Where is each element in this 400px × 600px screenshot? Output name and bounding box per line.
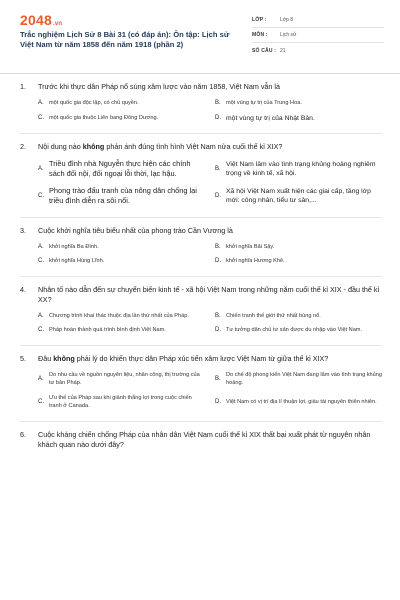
question-text-emphasis: không (82, 141, 105, 151)
option-text: Xã hội Việt Nam xuất hiện các giai cấp, tầng lớp mới: công nhân, tiểu tư sản,... (226, 188, 371, 204)
question-text (38, 142, 382, 152)
option-letter: C. (38, 399, 44, 405)
option-text: một vùng tự trị của Trung Hoa. (226, 100, 302, 106)
question-number: 3. (20, 225, 26, 235)
meta-row-subject (252, 28, 384, 43)
question-text-suffix: phải lý do khiến thực dân Pháp xúc tiến xâm lược Việt Nam từ giữa thế kỉ XIX? (74, 353, 329, 363)
option-text: một quốc gia thuộc Liên bang Đông Dương. (49, 114, 159, 121)
meta-value: Lớp 8 (280, 17, 294, 23)
option-text: Pháp hoàn thành quá trình bình định Việt Nam. (49, 327, 166, 333)
option-text: một vùng tự trị của Nhật Bản. (226, 114, 315, 122)
question-text-prefix: Cuộc khởi nghĩa tiêu biểu nhất của phong trào Cần Vương là (38, 225, 233, 235)
option-text: Chương trình khai thác thuộc địa lần thứ nhất của Pháp. (49, 312, 189, 319)
question (20, 218, 382, 277)
option-text: Do nhu cầu về nguồn nguyên liệu, nhân công, thị trường của tư bản Pháp. (49, 371, 200, 386)
question-number: 2. (20, 141, 26, 151)
option-letter: A. (38, 166, 44, 172)
option-text: khởi nghĩa Bãi Sậy. (226, 243, 275, 250)
option-letter: C. (38, 115, 44, 121)
logo-suffix: .vn (52, 21, 63, 27)
answer-option[interactable] (215, 394, 382, 411)
option-letter: D. (215, 115, 221, 121)
answer-option[interactable] (215, 186, 382, 207)
question-title (20, 354, 382, 364)
question (20, 346, 382, 422)
option-letter: B. (215, 376, 221, 382)
option-text: Ưu thế của Pháp sau khi giành thắng lợi trong cuộc chiến tranh ở Canada. (49, 394, 192, 409)
question-number: 4. (20, 284, 26, 294)
answer-option[interactable] (38, 326, 205, 335)
answer-option[interactable] (215, 312, 382, 321)
option-letter: D. (215, 193, 221, 199)
option-text: Phong trào đấu tranh của nông dân chống lại triều đình diễn ra sôi nổi. (49, 185, 197, 205)
answer-option[interactable] (38, 243, 205, 252)
option-letter: B. (215, 243, 221, 250)
page-title: Trắc nghiệm Lịch Sử 8 Bài 31 (có đáp án): Ôn tập: Lịch sử Việt Nam từ năm 1858 đến năm 1918 (phần 2) (20, 30, 230, 49)
question-text (38, 226, 382, 236)
option-text: Do chế độ phong kiến Việt Nam đang lâm vào tình trạng khủng hoảng. (226, 371, 383, 386)
option-letter: C. (38, 193, 44, 199)
question-text (38, 82, 382, 92)
option-text: Việt Nam có vị trí địa lí thuận lợi, giàu tài nguyên thiên nhiên. (226, 398, 377, 405)
answer-option[interactable] (215, 326, 382, 335)
question-text-prefix: Cuộc kháng chiến chống Pháp của nhân dân Việt Nam cuối thế kỉ XIX thất bại xuất phát từ nguyên nhân khách quan nào dưới đây? (38, 429, 371, 449)
question-list (0, 74, 400, 467)
question (20, 422, 382, 467)
answer-option[interactable] (215, 114, 382, 123)
question-text (38, 430, 382, 450)
question-title (20, 285, 382, 305)
answer-option[interactable] (38, 114, 205, 123)
option-letter: A. (38, 243, 44, 250)
option-letter: B. (215, 100, 221, 107)
answer-option[interactable] (215, 371, 382, 388)
meta-key: LỚP : (252, 17, 267, 23)
question-text (38, 354, 382, 364)
question-text (38, 285, 382, 305)
answer-option[interactable] (215, 99, 382, 108)
answer-option[interactable] (38, 186, 205, 207)
option-text: khởi nghĩa Ba Đình. (49, 243, 99, 250)
site-logo[interactable] (20, 12, 62, 28)
question-text-suffix: phản ánh đúng tình hình Việt Nam nửa cuối thế kỉ XIX? (104, 141, 283, 151)
option-text: một quốc gia độc lập, có chủ quyền. (49, 100, 139, 106)
answer-option[interactable] (38, 312, 205, 321)
option-letter: D. (215, 327, 221, 334)
question-text-prefix: Đâu (38, 353, 54, 363)
answer-options (20, 312, 382, 335)
answer-options (20, 243, 382, 266)
answer-options (20, 371, 382, 411)
answer-option[interactable] (215, 159, 382, 180)
question (20, 277, 382, 346)
question-text-prefix: Trước khi thực dân Pháp nổ súng xâm lược vào năm 1858, Việt Nam vẫn là (38, 82, 280, 91)
option-letter: A. (38, 376, 44, 382)
meta-value: Lịch sử (280, 32, 297, 38)
option-text: Việt Nam lâm vào tình trạng khủng hoảng nghiêm trọng về kinh tế, xã hội. (226, 161, 376, 177)
meta-row-class (252, 13, 384, 28)
question-text-emphasis: không (53, 353, 75, 363)
question-title (20, 226, 382, 236)
option-text: Chiến tranh thế giới thứ nhất bùng nổ. (226, 312, 321, 319)
logo-text: 2048 (20, 12, 52, 28)
meta-row-count (252, 43, 384, 58)
answer-option[interactable] (38, 159, 205, 180)
option-letter: B. (215, 312, 221, 319)
meta-key: MÔN : (252, 32, 268, 38)
question-title (20, 82, 382, 92)
question-number: 5. (20, 353, 26, 363)
option-text: Tư tưởng dân chủ tư sản được du nhập vào Việt Nam. (226, 327, 363, 333)
option-letter: A. (38, 100, 44, 107)
question (20, 134, 382, 218)
question-number: 1. (20, 82, 26, 91)
answer-option[interactable] (38, 99, 205, 108)
answer-option[interactable] (38, 394, 205, 411)
question-text-prefix: Nhân tố nào dẫn đến sự chuyển biến kinh tế - xã hội Việt Nam trong những năm cuối thế kỉ XIX - đầu thế kỉ XX? (38, 284, 380, 304)
answer-option[interactable] (38, 257, 205, 266)
option-text: Triều đình nhà Nguyễn thực hiện các chính sách đối nội, đối ngoại lỗi thời, lạc hậu. (49, 158, 191, 178)
answer-option[interactable] (215, 257, 382, 266)
answer-option[interactable] (215, 243, 382, 252)
meta-table (252, 13, 384, 58)
option-letter: B. (215, 166, 221, 172)
option-text: khởi nghĩa Hùng Lĩnh. (49, 258, 105, 264)
question (20, 74, 382, 134)
option-letter: D. (215, 258, 221, 265)
meta-value: 21 (280, 47, 286, 54)
meta-key: SỐ CÂU : (252, 47, 277, 54)
question-title (20, 430, 382, 450)
question-number: 6. (20, 429, 26, 439)
question-text-prefix: Nội dung nào (38, 141, 83, 151)
option-letter: C. (38, 258, 44, 265)
option-letter: A. (38, 312, 44, 319)
option-letter: C. (38, 327, 44, 334)
answer-options (20, 159, 382, 207)
question-title (20, 142, 382, 152)
page-header (0, 0, 400, 74)
answer-options (20, 99, 382, 123)
option-text: khởi nghĩa Hương Khê. (226, 258, 285, 264)
answer-option[interactable] (38, 371, 205, 388)
option-letter: D. (215, 399, 221, 405)
